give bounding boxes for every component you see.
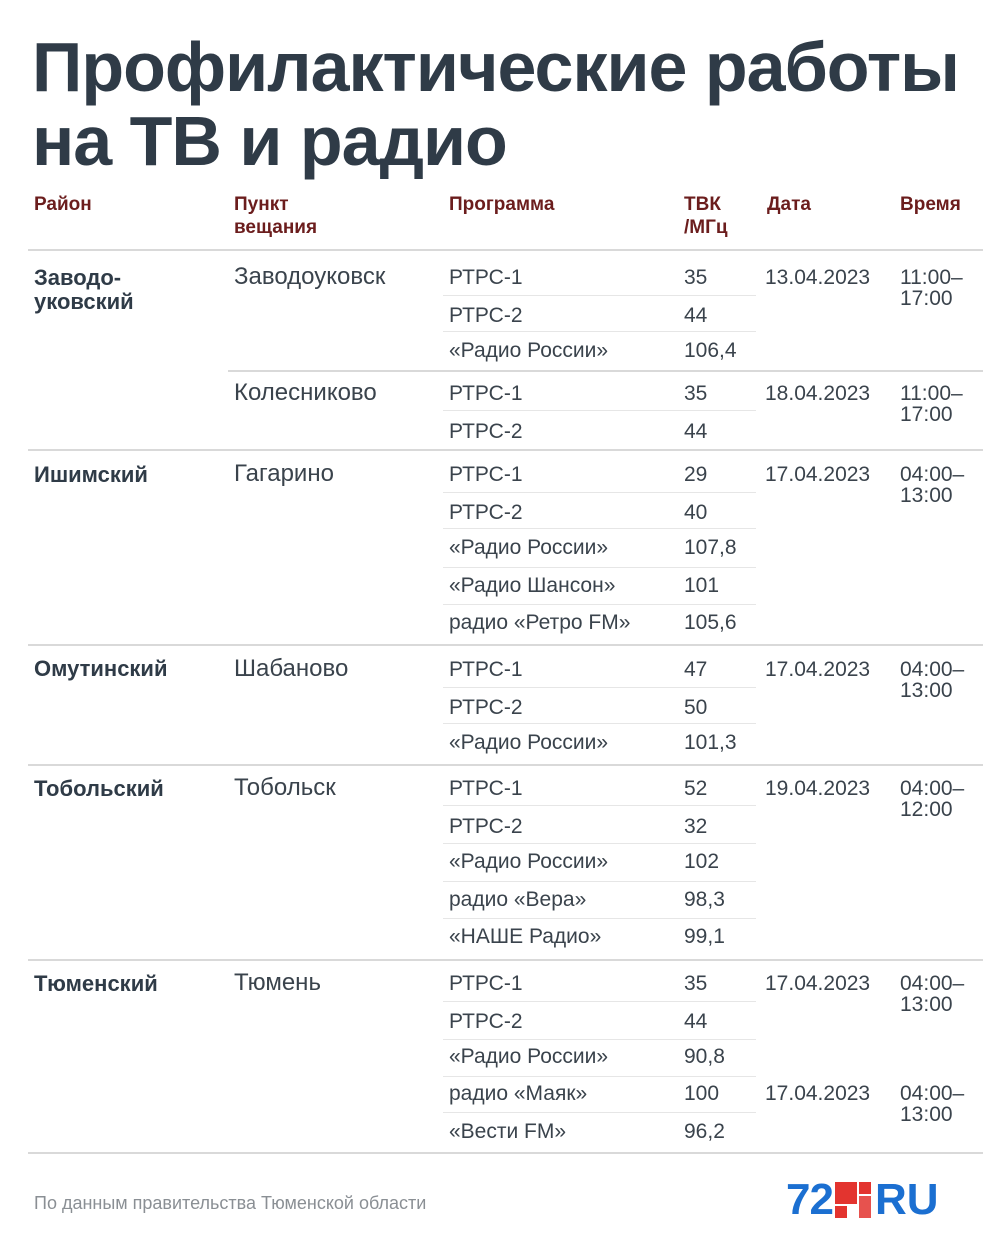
time-end: 13:00 xyxy=(900,484,953,507)
header-freq-line2: /МГц xyxy=(684,217,728,238)
frequency-cell: 40 xyxy=(684,501,708,524)
program-cell: «Радио России» xyxy=(449,850,609,873)
date-cell: 19.04.2023 xyxy=(765,777,871,800)
program-cell: РТРС-1 xyxy=(449,382,523,405)
frequency-cell: 44 xyxy=(684,420,708,443)
time-end: 13:00 xyxy=(900,679,953,702)
frequency-cell: 98,3 xyxy=(684,888,725,911)
point-gagarino: Гагарино xyxy=(234,460,334,487)
time-cell xyxy=(900,1083,990,1125)
frequency-cell: 101 xyxy=(684,574,720,597)
row-separator xyxy=(443,843,756,844)
district-name-line2: уковский xyxy=(34,289,134,314)
time-start: 04:00– xyxy=(900,658,965,681)
program-cell: РТРС-2 xyxy=(449,501,523,524)
subgroup-divider xyxy=(228,370,983,372)
time-start: 11:00– xyxy=(900,266,963,289)
program-cell: радио «Ретро FM» xyxy=(449,611,631,634)
program-cell: РТРС-2 xyxy=(449,304,523,327)
date-cell: 17.04.2023 xyxy=(765,972,871,995)
group-divider xyxy=(28,644,983,646)
title-line-2: на ТВ и радио xyxy=(32,102,507,180)
time-start: 11:00– xyxy=(900,382,963,405)
frequency-cell: 101,3 xyxy=(684,731,737,754)
header-frequency xyxy=(684,193,728,239)
point-tyumen: Тюмень xyxy=(234,969,321,996)
program-cell: «Радио России» xyxy=(449,536,609,559)
row-separator xyxy=(443,1001,756,1002)
program-cell: РТРС-2 xyxy=(449,696,523,719)
time-cell xyxy=(900,383,990,425)
frequency-cell: 105,6 xyxy=(684,611,737,634)
program-cell: «НАШЕ Радио» xyxy=(449,925,602,948)
program-cell: РТРС-2 xyxy=(449,815,523,838)
row-separator xyxy=(443,331,756,332)
frequency-cell: 47 xyxy=(684,658,708,681)
row-separator xyxy=(443,1076,756,1077)
program-cell: радио «Вера» xyxy=(449,888,587,911)
row-separator xyxy=(443,528,756,529)
district-name-line1: Заводо- xyxy=(34,265,122,290)
time-cell xyxy=(900,464,990,506)
district-tyumensky: Тюменский xyxy=(34,971,158,996)
table-bottom-divider xyxy=(28,1152,983,1154)
frequency-cell: 44 xyxy=(684,304,708,327)
date-cell: 18.04.2023 xyxy=(765,382,871,405)
frequency-cell: 29 xyxy=(684,463,708,486)
program-cell: «Радио Шансон» xyxy=(449,574,616,597)
row-separator xyxy=(443,918,756,919)
point-kolesnikovo: Колесниково xyxy=(234,379,377,406)
date-cell: 17.04.2023 xyxy=(765,463,871,486)
district-ishimsky: Ишимский xyxy=(34,462,148,487)
frequency-cell: 35 xyxy=(684,382,708,405)
program-cell: РТРС-2 xyxy=(449,1010,523,1033)
frequency-cell: 44 xyxy=(684,1010,708,1033)
time-cell xyxy=(900,659,990,701)
page-title xyxy=(32,30,959,178)
frequency-cell: 100 xyxy=(684,1082,720,1105)
time-start: 04:00– xyxy=(900,1082,965,1105)
row-separator xyxy=(443,604,756,605)
title-line-1: Профилактические работы xyxy=(32,28,959,106)
program-cell: РТРС-1 xyxy=(449,266,523,289)
time-start: 04:00– xyxy=(900,972,965,995)
point-shabanovo: Шабаново xyxy=(234,655,349,682)
header-time: Время xyxy=(900,194,961,215)
logo-domain: RU xyxy=(874,1175,939,1224)
frequency-cell: 50 xyxy=(684,696,708,719)
row-separator xyxy=(443,723,756,724)
row-separator xyxy=(443,295,756,296)
frequency-cell: 32 xyxy=(684,815,708,838)
brand-logo xyxy=(786,1175,939,1224)
time-start: 04:00– xyxy=(900,463,965,486)
header-divider xyxy=(28,249,983,251)
row-separator xyxy=(443,805,756,806)
frequency-cell: 107,8 xyxy=(684,536,737,559)
frequency-cell: 99,1 xyxy=(684,925,725,948)
frequency-cell: 106,4 xyxy=(684,339,737,362)
time-cell xyxy=(900,778,990,820)
frequency-cell: 35 xyxy=(684,266,708,289)
program-cell: «Радио России» xyxy=(449,731,609,754)
header-point xyxy=(234,193,317,239)
header-point-line1: Пункт xyxy=(234,194,289,215)
row-separator xyxy=(443,1112,756,1113)
program-cell: РТРС-1 xyxy=(449,777,523,800)
program-cell: радио «Маяк» xyxy=(449,1082,588,1105)
logo-number: 72 xyxy=(786,1175,833,1224)
time-end: 12:00 xyxy=(900,798,953,821)
source-note: По данным правительства Тюменской области xyxy=(34,1193,427,1213)
row-separator xyxy=(443,567,756,568)
logo-squares-icon xyxy=(835,1182,871,1218)
header-program: Программа xyxy=(449,194,555,215)
program-cell: РТРС-2 xyxy=(449,420,523,443)
row-separator xyxy=(443,410,756,411)
point-zavodoukovsk: Заводоуковск xyxy=(234,263,386,290)
program-cell: «Радио России» xyxy=(449,1045,609,1068)
program-cell: РТРС-1 xyxy=(449,658,523,681)
time-cell xyxy=(900,267,990,309)
district-omutinsky: Омутинский xyxy=(34,656,168,681)
program-cell: «Радио России» xyxy=(449,339,609,362)
header-freq-line1: ТВК xyxy=(684,194,721,215)
frequency-cell: 102 xyxy=(684,850,720,873)
row-separator xyxy=(443,1039,756,1040)
frequency-cell: 35 xyxy=(684,972,708,995)
row-separator xyxy=(443,881,756,882)
group-divider xyxy=(28,764,983,766)
row-separator xyxy=(443,492,756,493)
header-point-line2: вещания xyxy=(234,217,318,238)
header-date: Дата xyxy=(767,194,811,215)
time-end: 13:00 xyxy=(900,993,953,1016)
program-cell: РТРС-1 xyxy=(449,972,523,995)
date-cell: 17.04.2023 xyxy=(765,1082,871,1105)
time-start: 04:00– xyxy=(900,777,965,800)
district-tobolsky: Тобольский xyxy=(34,776,164,801)
frequency-cell: 52 xyxy=(684,777,708,800)
time-end: 17:00 xyxy=(900,403,953,426)
point-tobolsk: Тобольск xyxy=(234,774,336,801)
frequency-cell: 90,8 xyxy=(684,1045,725,1068)
group-divider xyxy=(28,959,983,961)
date-cell: 17.04.2023 xyxy=(765,658,871,681)
district-zavodoukovsky xyxy=(34,266,134,314)
row-separator xyxy=(443,687,756,688)
header-district: Район xyxy=(34,194,92,215)
time-end: 17:00 xyxy=(900,287,953,310)
time-cell xyxy=(900,973,990,1015)
frequency-cell: 96,2 xyxy=(684,1120,725,1143)
group-divider xyxy=(28,449,983,451)
date-cell: 13.04.2023 xyxy=(765,266,871,289)
program-cell: «Вести FM» xyxy=(449,1120,567,1143)
program-cell: РТРС-1 xyxy=(449,463,523,486)
time-end: 13:00 xyxy=(900,1103,953,1126)
